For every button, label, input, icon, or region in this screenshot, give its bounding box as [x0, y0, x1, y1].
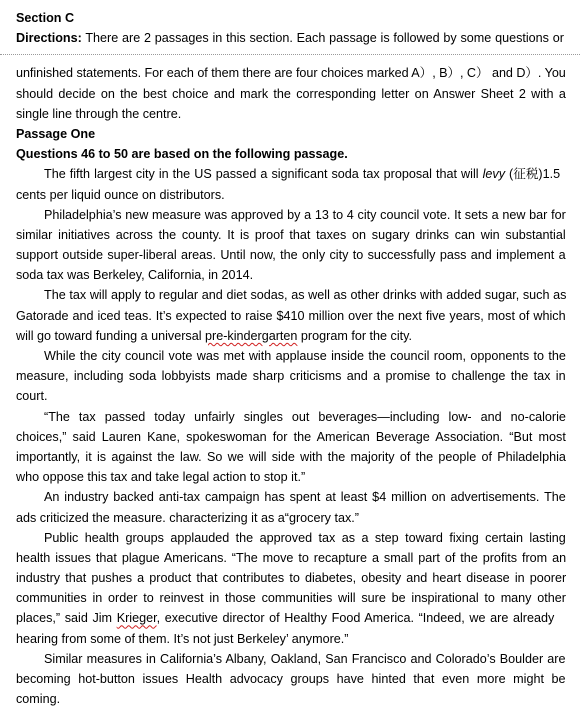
text-run: program for the city.	[297, 328, 412, 343]
paragraph-7	[16, 528, 566, 649]
section-title: Section C	[16, 11, 75, 25]
paragraph-line: The tax will apply to regular and diet sodas, as well as other drinks with added sugar, such as	[44, 288, 567, 303]
text-run: The fifth largest city in the US passed a significant soda tax proposal that will	[44, 167, 483, 182]
paragraph-line: measure, including soda lobbyists made sharp criticisms and a promise to challenge the tax in	[16, 369, 566, 384]
paragraph-line: ads criticized the measure. characterizing it as a“grocery tax.”	[16, 510, 359, 525]
paragraph-4	[16, 346, 566, 407]
paragraph-line	[16, 326, 566, 346]
paragraph-line: industry that pushes a product that contributes to diabetes, obesity and heart disease in poorer	[16, 571, 567, 586]
paragraph-line	[16, 164, 566, 184]
paragraph-line: Public health groups applauded the approved tax as a step toward fixing certain lasting	[44, 530, 566, 545]
paragraph-line: communities in order to reinvest in those communities will sure be inspirational to many other	[16, 591, 566, 606]
paragraph-line: hearing from some of them. It’s not just Berkeley’ anymore.”	[16, 631, 349, 646]
paragraph-line: Similar measures in California’s Albany, Oakland, San Francisco and Colorado’s Boulder are	[44, 651, 566, 666]
questions-heading: Questions 46 to 50 are based on the following passage.	[16, 147, 348, 162]
paragraph-line: Gatorade and iced teas. It’s expected to raise $410 million over the next five years, most of which	[16, 308, 566, 323]
paragraph-8	[16, 649, 566, 710]
paragraph-line: Philadelphia’s new measure was approved by a 13 to 4 city council vote. It sets a new bar for	[44, 207, 566, 222]
document-page	[16, 8, 566, 709]
paragraph-line: health issues that plague Americans. “The move to recapture a small part of the profits from an	[16, 550, 567, 565]
paragraph-line: “The tax passed today unfairly singles out beverages—including low- and no-calorie	[44, 409, 566, 424]
paragraph-6	[16, 487, 566, 527]
paragraph-line	[16, 608, 566, 628]
paragraph-line: becoming hot-button issues Health advocacy groups have hinted that even more might be	[16, 672, 566, 686]
paragraph-1	[16, 164, 566, 204]
paragraph-line: coming.	[16, 692, 61, 707]
text-run: , executive director of Healthy Food America. “Indeed, we are already	[156, 611, 555, 626]
paragraph-5	[16, 407, 566, 488]
paragraph-3	[16, 285, 566, 346]
paragraph-line: cents per liquid ounce on distributors.	[16, 187, 225, 202]
paragraph-2	[16, 205, 566, 286]
page-break-divider	[16, 48, 566, 63]
paragraph-line: soda tax was Berkeley, California, in 2014.	[16, 268, 254, 283]
directions-line-1	[16, 28, 566, 48]
text-run: will go toward funding a universal	[16, 328, 206, 343]
text-run: (征税)1.5	[505, 167, 561, 182]
directions-line-2: unfinished statements. For each of them there are four choices marked A）, B）, C） and D）. You	[16, 66, 566, 81]
text-run: places,” said Jim	[16, 611, 117, 626]
directions-label: Directions:	[16, 31, 82, 46]
directions-line-3: should decide on the best choice and mark the corresponding letter on Answer Sheet 2 with a	[16, 86, 566, 101]
paragraph-line: choices,” said Lauren Kane, spokeswoman for the American Beverage Association. “But most	[16, 429, 566, 444]
spellcheck-flagged-word: pre-kindergarten	[205, 328, 298, 343]
paragraph-line: An industry backed anti-tax campaign has spent at least $4 million on advertisements. The	[44, 490, 566, 505]
passage-title: Passage One	[16, 126, 96, 141]
directions-text-1: There are 2 passages in this section. Each passage is followed by some questions or	[81, 31, 564, 46]
paragraph-line: court.	[16, 389, 48, 404]
paragraph-line: While the city council vote was met with applause inside the council room, opponents to the	[44, 349, 566, 363]
spellcheck-flagged-word: Krieger	[116, 611, 157, 626]
paragraph-line: support outside super-liberal areas. Until now, the only city to successfully pass and implement a	[16, 248, 566, 263]
paragraph-line: who oppose this tax and take legal action to stop it.”	[16, 470, 306, 485]
directions-line-4: single line through the centre.	[16, 106, 182, 121]
glossed-word: levy	[482, 167, 505, 182]
paragraph-line: similar initiatives across the county. It is proof that taxes on sugary drinks can win substantial	[16, 227, 566, 242]
paragraph-line: importantly, it is against the law. So we will side with the majority of the people of Philadelphia	[16, 449, 566, 464]
